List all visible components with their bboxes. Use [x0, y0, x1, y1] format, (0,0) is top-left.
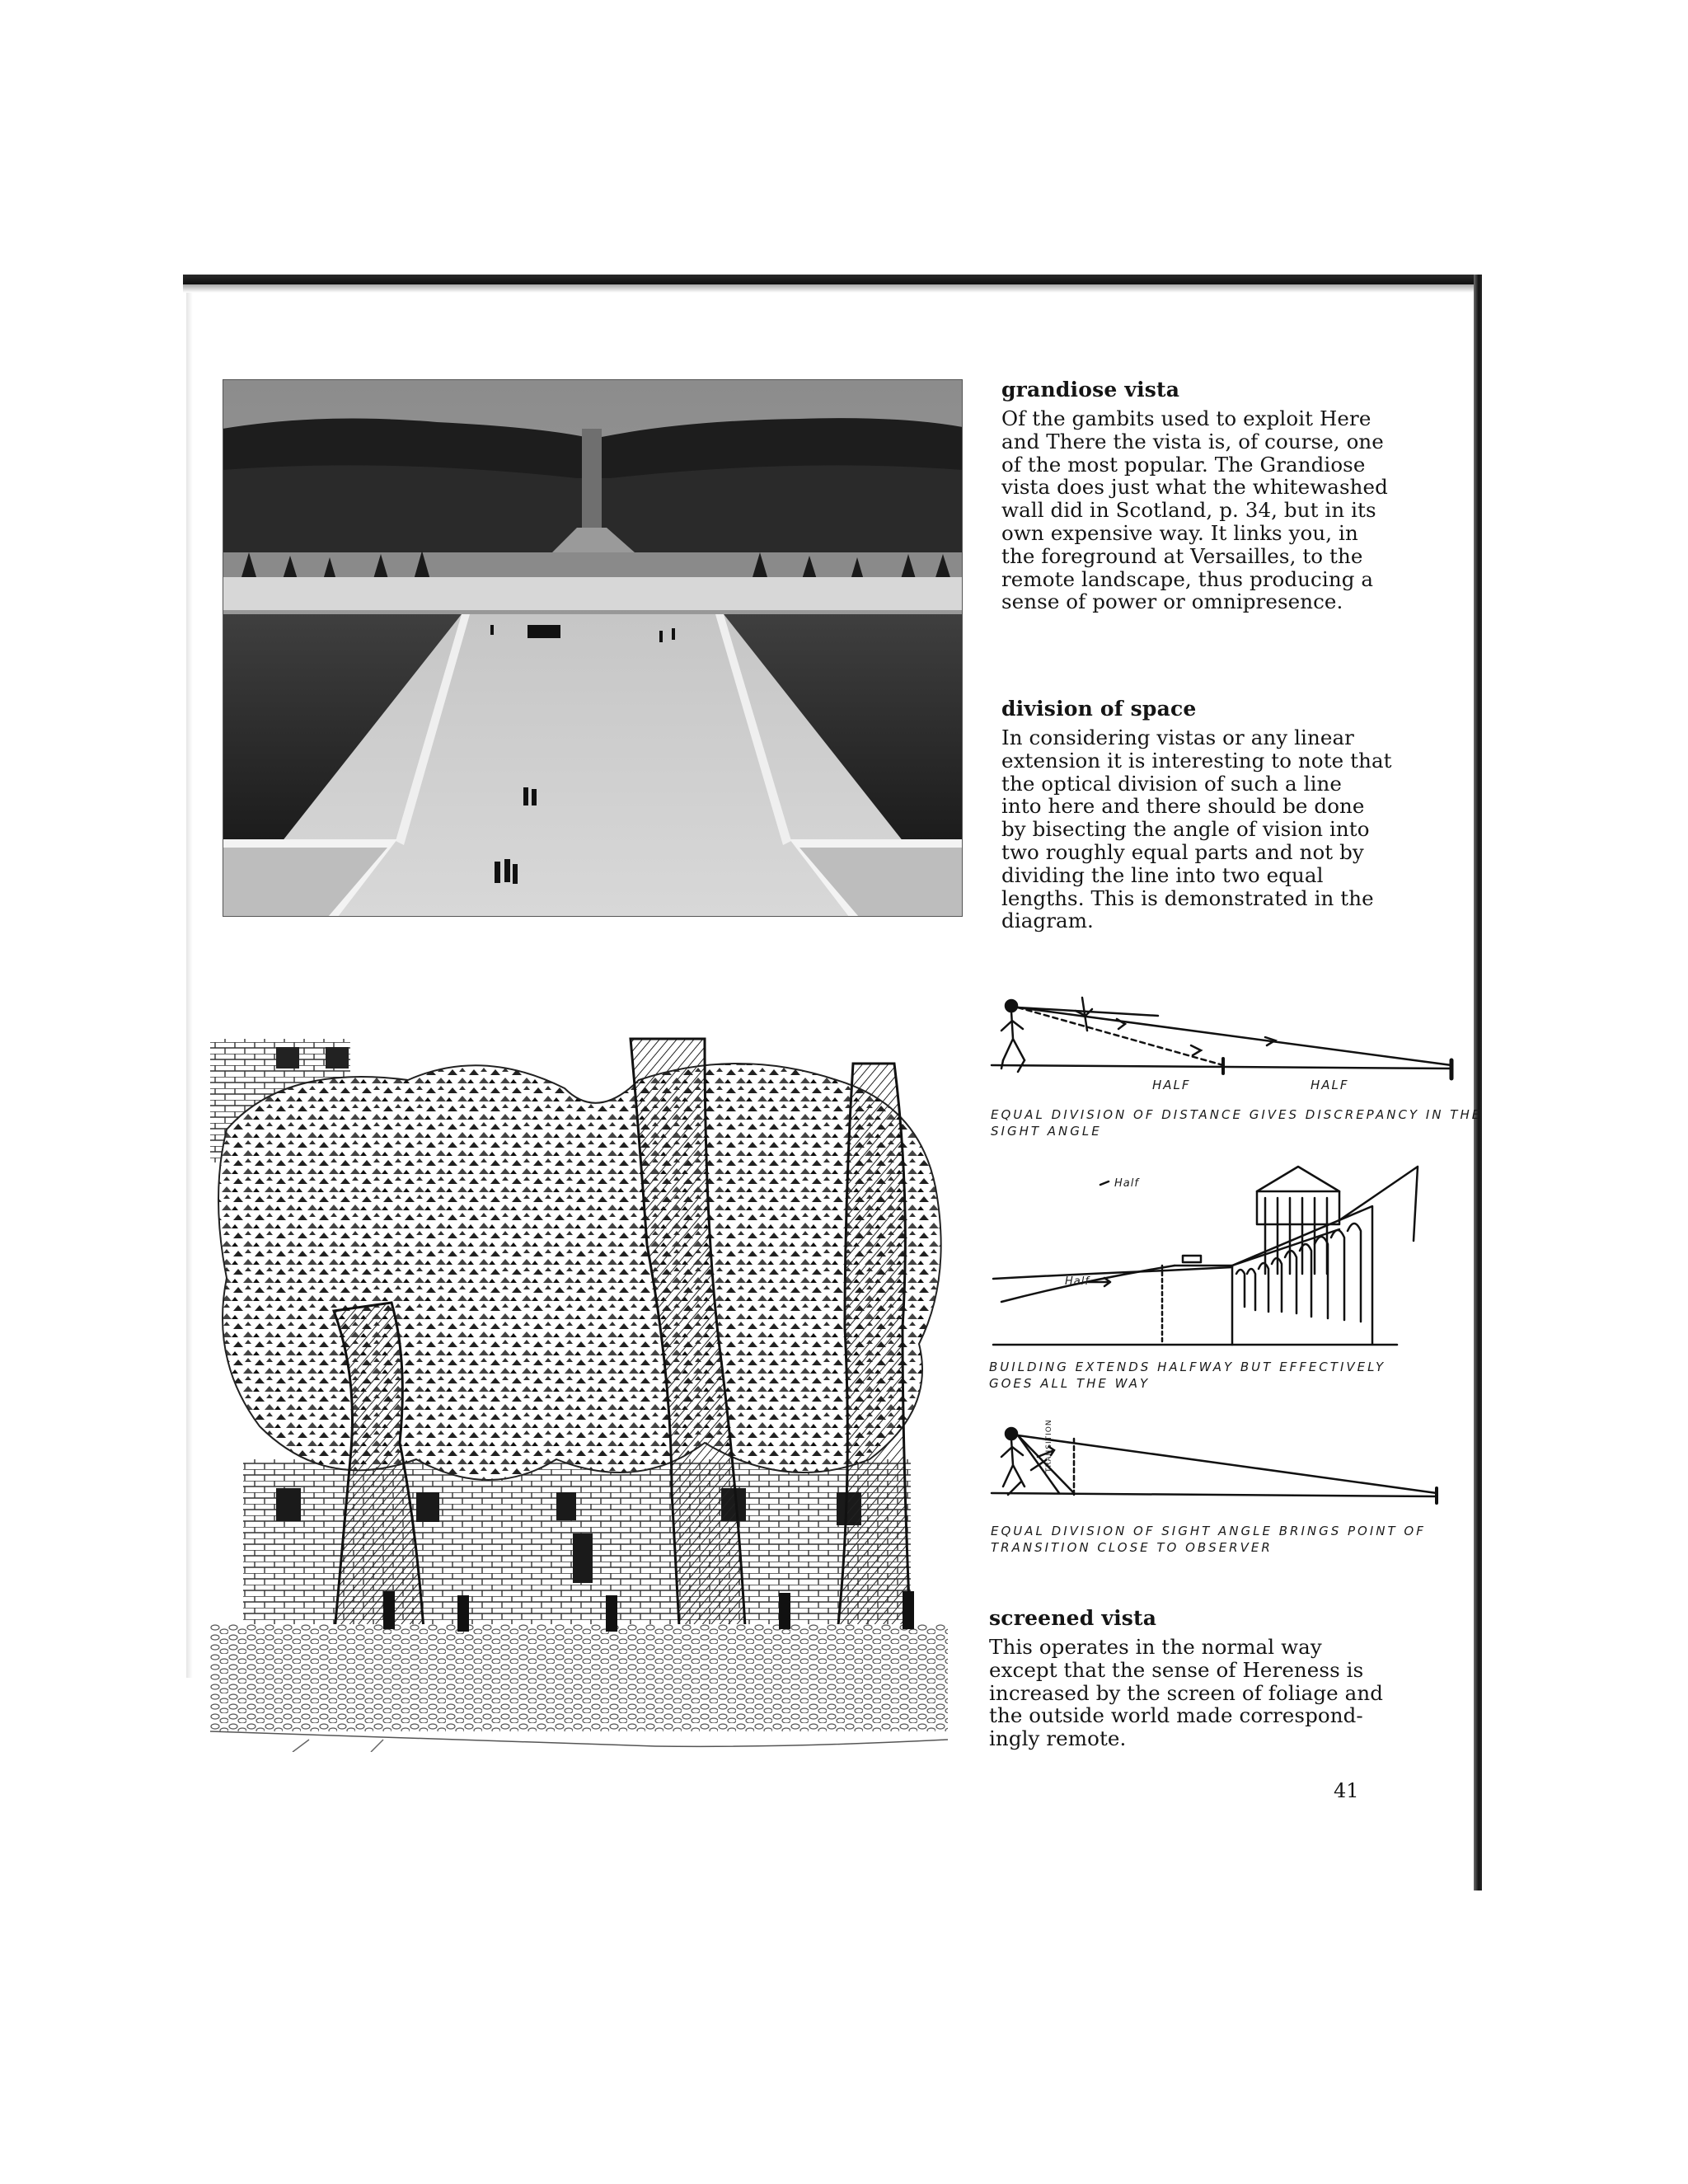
page-right-edge	[1474, 275, 1482, 1890]
page-top-shadow	[183, 284, 1479, 293]
caption-building-halfway: BUILDING EXTENDS HALFWAY BUT EFFECTIVELY GOES ALL THE WAY	[989, 1360, 1386, 1391]
heading-screened-vista: screened vista	[989, 1606, 1157, 1630]
label-transition: TRANSITION	[1045, 1419, 1053, 1472]
body-division-of-space: In considering vistas or any linear extension it is interesting to note that the optical division of such a line into here and there should be done by bisecting the angle of vision into two roughly equal parts and not by dividing the line into two equal lengths. This is demonstrated in the diagram.	[1001, 726, 1392, 933]
label-half-right: HALF	[1311, 1078, 1349, 1092]
body-screened-vista: This operates in the normal way except that the sense of Hereness is increased by the screen of foliage and the outside world made correspond- ingly remote.	[989, 1635, 1384, 1751]
page-left-shadow	[186, 293, 193, 1678]
screened-vista-sketch	[210, 1031, 948, 1752]
diagram-building-halfway	[985, 1158, 1463, 1356]
page-number: 41	[1334, 1779, 1359, 1802]
body-grandiose-vista: Of the gambits used to exploit Here and There the vista is, of course, one of the most popular. The Grandiose vista does just what the whitewashed wall did in Scotland, p. 34, but in its own expensive way. It links you, in the foreground at Versailles, to the remote landscape, thus producing a sense of power or omnipresence.	[1001, 406, 1388, 614]
heading-grandiose-vista: grandiose vista	[1001, 378, 1180, 402]
heading-division-of-space: division of space	[1001, 697, 1197, 721]
caption-equal-distance: EQUAL DIVISION OF DISTANCE GIVES DISCREPANCY IN THE SIGHT ANGLE	[991, 1107, 1483, 1139]
label-half-mid: Half	[1065, 1275, 1090, 1288]
versailles-photo	[223, 379, 963, 917]
diagram-equal-distance	[985, 989, 1463, 1105]
label-half-top: Half	[1114, 1177, 1139, 1190]
label-half-left: HALF	[1152, 1078, 1191, 1092]
page-top-rule	[183, 275, 1479, 284]
caption-sight-angle: EQUAL DIVISION OF SIGHT ANGLE BRINGS POINT OF TRANSITION CLOSE TO OBSERVER	[991, 1524, 1426, 1555]
diagram-sight-angle	[985, 1422, 1447, 1521]
